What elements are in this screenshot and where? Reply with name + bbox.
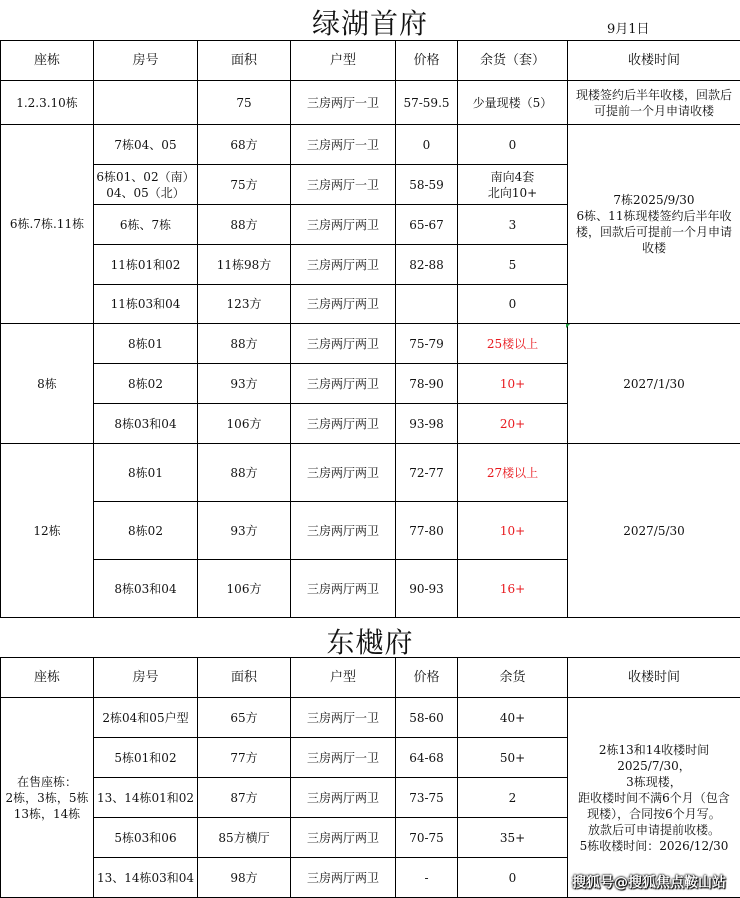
table-dongyue-fu [0, 657, 740, 898]
stock-cell: 40+ [458, 698, 568, 738]
stock-cell: 25楼以上 [458, 324, 568, 364]
table-lvhu-shoufu [0, 40, 740, 618]
column-header: 面积 [198, 41, 291, 81]
area-cell: 11栋98方 [198, 245, 291, 285]
layout-cell: 三房两厅两卫 [291, 285, 396, 324]
area-cell: 75方 [198, 165, 291, 205]
area-cell: 93方 [198, 364, 291, 404]
room-cell: 8栋02 [94, 364, 198, 404]
room-cell: 11栋03和04 [94, 285, 198, 324]
room-cell: 8栋03和04 [94, 404, 198, 444]
price-cell: 58-60 [396, 698, 458, 738]
layout-cell: 三房两厅两卫 [291, 205, 396, 245]
layout-cell: 三房两厅一卫 [291, 165, 396, 205]
layout-cell: 三房两厅两卫 [291, 502, 396, 560]
price-cell: 64-68 [396, 738, 458, 778]
column-header: 收楼时间 [568, 658, 740, 698]
date-label: 9月1日 [607, 18, 650, 37]
table-row [1, 444, 740, 502]
layout-cell: 三房两厅两卫 [291, 404, 396, 444]
room-cell: 6栋、7栋 [94, 205, 198, 245]
area-cell: 93方 [198, 502, 291, 560]
table2-title: 东樾府 [0, 621, 740, 661]
column-header: 房号 [94, 658, 198, 698]
room-cell: 5栋01和02 [94, 738, 198, 778]
building-cell: 1.2.3.10栋 [1, 81, 94, 125]
delivery-cell: 7栋2025/9/30 6栋、11栋现楼签约后半年收楼，回款后可提前一个月申请收楼 [568, 125, 740, 324]
stock-cell: 10+ [458, 502, 568, 560]
area-cell: 65方 [198, 698, 291, 738]
stock-cell: 南向4套 北向10+ [458, 165, 568, 205]
room-cell: 8栋03和04 [94, 560, 198, 618]
column-header: 房号 [94, 41, 198, 81]
area-cell: 88方 [198, 444, 291, 502]
room-cell: 5栋03和06 [94, 818, 198, 858]
price-cell: 75-79 [396, 324, 458, 364]
header-row [1, 658, 740, 698]
delivery-cell: 2栋13和14收楼时间 2025/7/30， 3栋现楼， 距收楼时间不满6个月（包含现楼），合同按6个月写。 放款后可申请提前收楼。 5栋收楼时间：2026/12/30 [568, 698, 740, 898]
price-cell: 70-75 [396, 818, 458, 858]
price-cell: 65-67 [396, 205, 458, 245]
stock-cell: 35+ [458, 818, 568, 858]
column-header: 余货（套） [458, 41, 568, 81]
area-cell: 106方 [198, 404, 291, 444]
stock-cell: 0 [458, 858, 568, 898]
column-header: 户型 [291, 41, 396, 81]
room-cell: 13、14栋01和02 [94, 778, 198, 818]
column-header: 面积 [198, 658, 291, 698]
area-cell: 68方 [198, 125, 291, 165]
layout-cell: 三房两厅两卫 [291, 560, 396, 618]
room-cell: 13、14栋03和04 [94, 858, 198, 898]
stock-cell: 少量现楼（5） [458, 81, 568, 125]
room-cell: 2栋04和05户型 [94, 698, 198, 738]
area-cell: 98方 [198, 858, 291, 898]
column-header: 价格 [396, 41, 458, 81]
price-cell [396, 285, 458, 324]
layout-cell: 三房两厅两卫 [291, 364, 396, 404]
area-cell: 77方 [198, 738, 291, 778]
building-cell: 12栋 [1, 444, 94, 618]
table-row [1, 81, 740, 125]
area-cell: 88方 [198, 205, 291, 245]
layout-cell: 三房两厅一卫 [291, 738, 396, 778]
column-header: 收楼时间 [568, 41, 740, 81]
table-row [1, 324, 740, 364]
room-cell: 8栋02 [94, 502, 198, 560]
stock-cell: 3 [458, 205, 568, 245]
layout-cell: 三房两厅一卫 [291, 81, 396, 125]
room-cell: 11栋01和02 [94, 245, 198, 285]
area-cell: 75 [198, 81, 291, 125]
stock-cell: 2 [458, 778, 568, 818]
stock-cell: 50+ [458, 738, 568, 778]
price-cell: 0 [396, 125, 458, 165]
column-header: 座栋 [1, 658, 94, 698]
stock-cell: 10+ [458, 364, 568, 404]
price-cell: - [396, 858, 458, 898]
layout-cell: 三房两厅一卫 [291, 698, 396, 738]
area-cell: 106方 [198, 560, 291, 618]
price-cell: 72-77 [396, 444, 458, 502]
delivery-cell: 2027/1/30 [568, 324, 740, 444]
layout-cell: 三房两厅两卫 [291, 444, 396, 502]
stock-cell: 0 [458, 285, 568, 324]
area-cell: 88方 [198, 324, 291, 364]
room-cell: 8栋01 [94, 444, 198, 502]
layout-cell: 三房两厅两卫 [291, 324, 396, 364]
table-row [1, 125, 740, 165]
price-cell: 57-59.5 [396, 81, 458, 125]
layout-cell: 三房两厅两卫 [291, 858, 396, 898]
column-header: 余货 [458, 658, 568, 698]
delivery-cell: 现楼签约后半年收楼，回款后可提前一个月申请收楼 [568, 81, 740, 125]
layout-cell: 三房两厅一卫 [291, 125, 396, 165]
table1-title: 绿湖首府 [0, 2, 740, 42]
area-cell: 87方 [198, 778, 291, 818]
room-cell: 6栋01、02（南） 04、05（北） [94, 165, 198, 205]
price-cell: 78-90 [396, 364, 458, 404]
building-cell: 8栋 [1, 324, 94, 444]
building-cell: 6栋.7栋.11栋 [1, 125, 94, 324]
price-cell: 73-75 [396, 778, 458, 818]
watermark: 搜狐号@搜狐焦点鞍山站 [572, 872, 726, 892]
price-cell: 90-93 [396, 560, 458, 618]
header-row [1, 41, 740, 81]
column-header: 户型 [291, 658, 396, 698]
layout-cell: 三房两厅两卫 [291, 818, 396, 858]
stock-cell: 0 [458, 125, 568, 165]
delivery-cell: 2027/5/30 [568, 444, 740, 618]
price-cell: 82-88 [396, 245, 458, 285]
price-cell: 58-59 [396, 165, 458, 205]
layout-cell: 三房两厅两卫 [291, 245, 396, 285]
room-cell: 7栋04、05 [94, 125, 198, 165]
column-header: 价格 [396, 658, 458, 698]
stock-cell: 5 [458, 245, 568, 285]
layout-cell: 三房两厅两卫 [291, 778, 396, 818]
area-cell: 123方 [198, 285, 291, 324]
table-row [1, 698, 740, 738]
price-cell: 93-98 [396, 404, 458, 444]
stock-cell: 27楼以上 [458, 444, 568, 502]
building-cell: 在售座栋： 2栋，3栋，5栋 13栋，14栋 [1, 698, 94, 898]
room-cell [94, 81, 198, 125]
stock-cell: 20+ [458, 404, 568, 444]
price-cell: 77-80 [396, 502, 458, 560]
room-cell: 8栋01 [94, 324, 198, 364]
cell-marker-icon [566, 324, 570, 328]
column-header: 座栋 [1, 41, 94, 81]
area-cell: 85方横厅 [198, 818, 291, 858]
stock-cell: 16+ [458, 560, 568, 618]
